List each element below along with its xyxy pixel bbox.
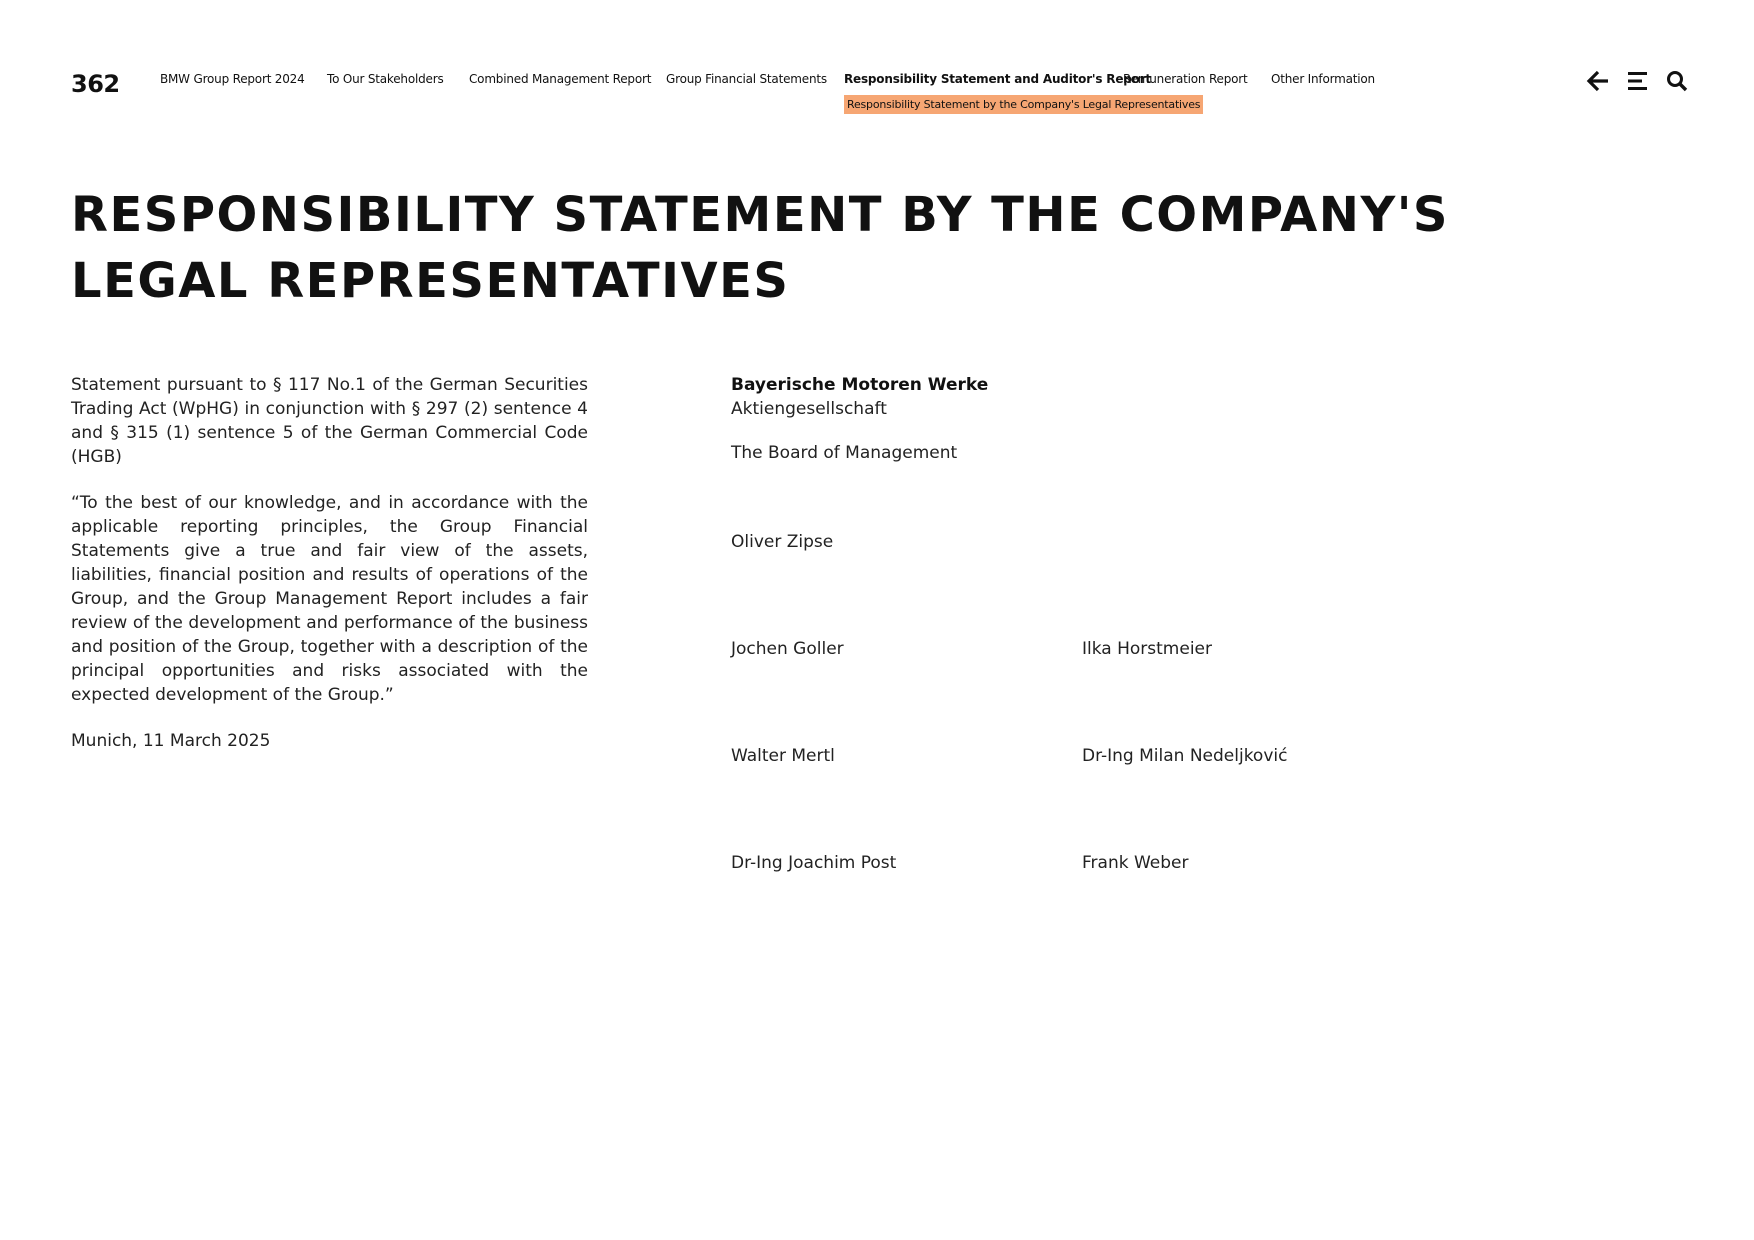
page-title bbox=[71, 182, 1449, 314]
signatory-name: Ilka Horstmeier bbox=[1082, 639, 1212, 659]
signatory-name: Dr-Ing Milan Nedeljković bbox=[1082, 746, 1288, 766]
signatory-name: Walter Mertl bbox=[731, 746, 835, 766]
company-form: Aktiengesellschaft bbox=[731, 399, 887, 419]
menu-icon[interactable] bbox=[1627, 68, 1649, 98]
signatory-name: Jochen Goller bbox=[731, 639, 844, 659]
page-title-line-2: LEGAL REPRESENTATIVES bbox=[71, 253, 790, 309]
board-label: The Board of Management bbox=[731, 443, 958, 463]
page-number: 362 bbox=[71, 70, 120, 98]
nav-item-remuneration-report[interactable]: Remuneration Report bbox=[1123, 72, 1248, 86]
search-icon[interactable] bbox=[1665, 68, 1689, 98]
nav-item-responsibility-statement[interactable]: Responsibility Statement and Auditor's Report bbox=[844, 72, 1151, 86]
nav-item-group-financial-statements[interactable]: Group Financial Statements bbox=[666, 72, 827, 86]
back-arrow-icon[interactable] bbox=[1586, 68, 1610, 98]
subnav-item-active[interactable]: Responsibility Statement by the Company's Legal Representatives bbox=[844, 95, 1203, 114]
statement-place-date: Munich, 11 March 2025 bbox=[71, 731, 271, 751]
signatory-name: Frank Weber bbox=[1082, 853, 1189, 873]
signatory-name: Dr-Ing Joachim Post bbox=[731, 853, 897, 873]
nav-item-bmw-group-report[interactable]: BMW Group Report 2024 bbox=[160, 72, 305, 86]
page-title-line-1: RESPONSIBILITY STATEMENT BY THE COMPANY'S bbox=[71, 187, 1449, 243]
company-block bbox=[731, 373, 988, 465]
statement-intro: Statement pursuant to § 117 No.1 of the German Securities Trading Act (WpHG) in conjunction with § 297 (2) sentence 4 and § 315 (1) sentence 5 of the German Commercial Code (HGB) bbox=[71, 375, 588, 467]
signatory-name: Oliver Zipse bbox=[731, 532, 834, 552]
statement-column bbox=[71, 373, 588, 775]
company-name: Bayerische Motoren Werke bbox=[731, 375, 989, 395]
nav-item-to-our-stakeholders[interactable]: To Our Stakeholders bbox=[327, 72, 444, 86]
statement-quote: “To the best of our knowledge, and in accordance with the applicable reporting principles, the Group Financial Statements give a true and fair view of the assets, liabilities, financial position and results of operations of the Group, and the Group Management Report includes a fair review of the development and performance of the business and position of the Group, together with a description of the principal opportunities and risks associated with the expected development of the Group.” bbox=[71, 493, 588, 705]
nav-item-other-information[interactable]: Other Information bbox=[1271, 72, 1375, 86]
nav-item-combined-management-report[interactable]: Combined Management Report bbox=[469, 72, 652, 86]
